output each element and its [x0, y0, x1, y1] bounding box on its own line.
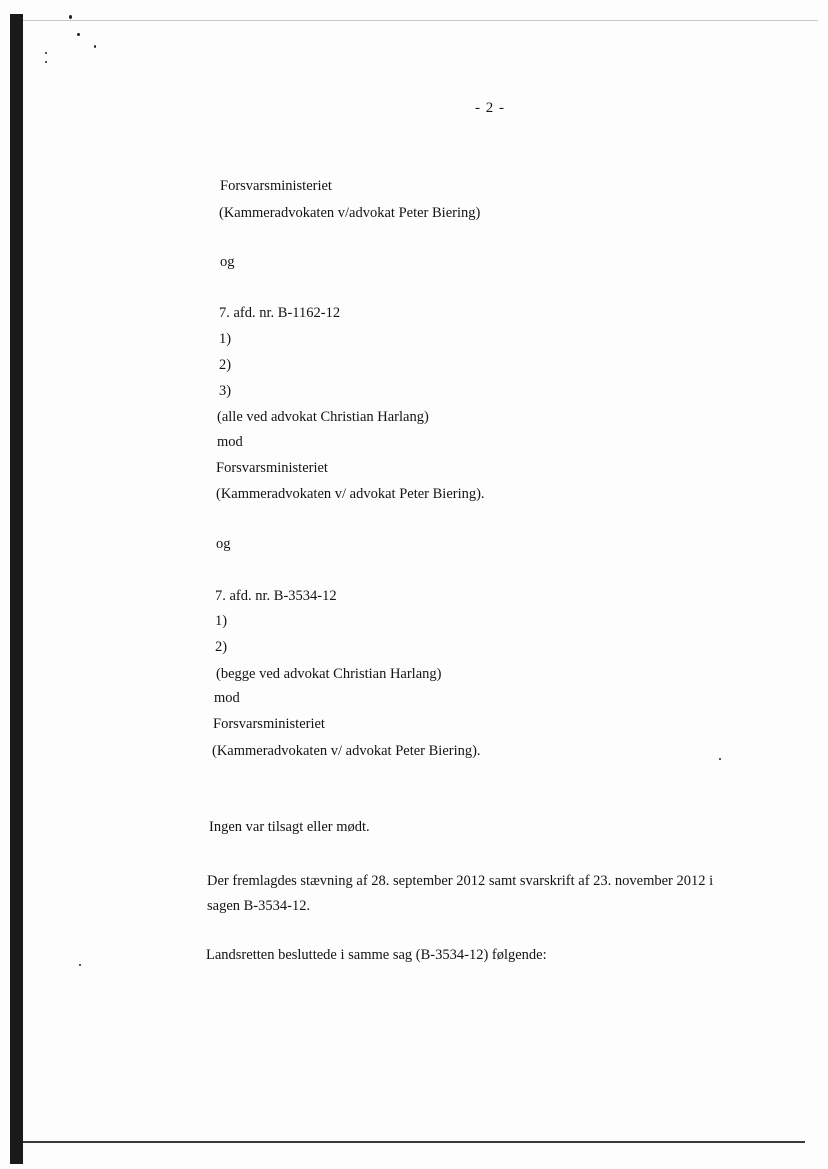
party-name: Forsvarsministeriet: [213, 716, 325, 732]
party-item: 3): [219, 383, 232, 399]
party-name: Forsvarsministeriet: [216, 460, 328, 476]
case-number: 7. afd. nr. B-1162-12: [219, 305, 341, 321]
party-item: 1): [215, 613, 228, 629]
filings-paragraph: Der fremlagdes stævning af 28. september 2012 samt svarskrift af 23. november 2012 i sagen B-3534-12.: [207, 873, 714, 914]
decision-intro: Landsretten besluttede i samme sag (B-3534-12) følgende:: [206, 947, 547, 963]
scan-edge-top: [23, 20, 818, 21]
counsel-line: (alle ved advokat Christian Harlang): [217, 409, 429, 425]
conjunction-og: og: [220, 254, 235, 270]
case-number: 7. afd. nr. B-3534-12: [215, 588, 337, 604]
page-number: - 2 -: [475, 100, 505, 116]
scan-edge-bottom: [23, 1141, 805, 1143]
scan-speck: [45, 61, 47, 63]
attendance-note: Ingen var tilsagt eller mødt.: [209, 819, 370, 835]
party-item: 2): [219, 357, 232, 373]
scan-speck: [69, 15, 72, 19]
party-item: 2): [215, 639, 228, 655]
scan-speck: [79, 964, 81, 966]
scan-border-left: [10, 14, 23, 1164]
scan-speck: [94, 45, 96, 48]
versus-label: mod: [214, 690, 240, 706]
party-counsel: (Kammeradvokaten v/ advokat Peter Biering).: [216, 486, 485, 502]
party-name: Forsvarsministeriet: [220, 178, 332, 194]
counsel-line: (begge ved advokat Christian Harlang): [216, 666, 442, 682]
scan-speck: [719, 758, 721, 760]
versus-label: mod: [217, 434, 243, 450]
conjunction-og: og: [216, 536, 231, 552]
party-counsel: (Kammeradvokaten v/advokat Peter Biering): [219, 205, 481, 221]
party-item: 1): [219, 331, 232, 347]
party-counsel: (Kammeradvokaten v/ advokat Peter Biering).: [212, 743, 481, 759]
scan-speck: [45, 52, 47, 54]
scan-speck: [77, 33, 80, 36]
